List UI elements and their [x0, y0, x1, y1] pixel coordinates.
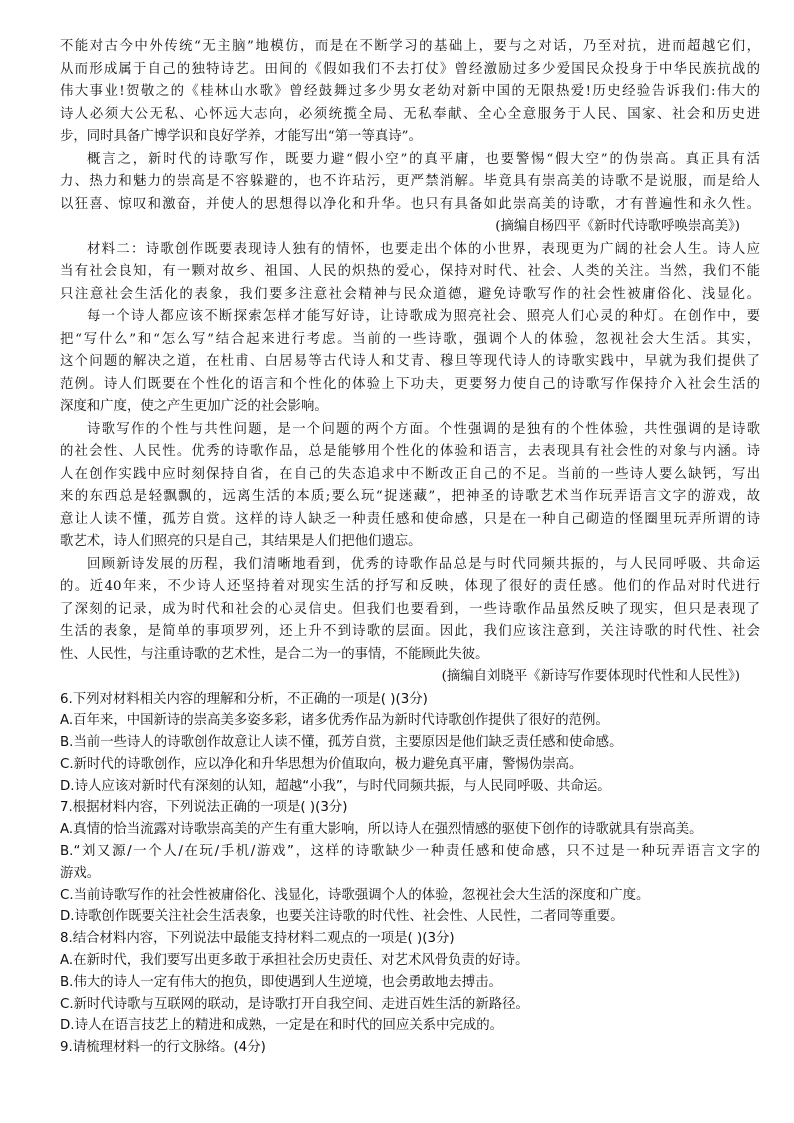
text-line: 诗歌写作的个性与共性问题，是一个问题的两个方面。个性强调的是独有的个性体验，共性强调的是诗歌 [87, 421, 760, 437]
option-a: A.在新时代，我们要写出更多敢于承担社会历史责任、对艺术风骨负责的好诗。 [60, 953, 529, 969]
text-line: 回顾新诗发展的历程，我们清晰地看到，优秀的诗歌作品总是与时代同频共振的，与人民同呼吸、共命运 [87, 556, 760, 572]
question-9 [60, 1037, 760, 1059]
option-d: D.诗歌创作既要关注社会生活表象，也要关注诗歌的时代性、社会性、人民性，二者同等重要。 [60, 909, 624, 925]
text-line: 只注意社会生活化的表象，我们要多注意社会精神与民众道德，避免诗歌写作的社会性被庸俗化、浅显化。 [60, 286, 760, 302]
option-c: C.新时代的诗歌创作，应以净化和升华思想为价值取向，极力避免真平庸，警惕伪崇高。 [60, 756, 583, 772]
option-b-continued: 游戏。 [60, 865, 101, 881]
question-stem: 6.下列对材料相关内容的理解和分析，不正确的一项是( )(3分) [60, 691, 428, 707]
option-d: D.诗人在语言技艺上的精进和成熟，一定是在和时代的回应关系中完成的。 [60, 1018, 504, 1034]
option-c: C.当前诗歌写作的社会性被庸俗化、浅显化，诗歌强调个人的体验，忽视社会大生活的深度和广度。 [60, 887, 650, 903]
text-line: 不能对古今中外传统“无主脑”地模仿，而是在不断学习的基础上，要与之对话，乃至对抗，进而超越它们， [60, 39, 760, 54]
question-7 [60, 797, 760, 928]
material-one-ending [60, 36, 760, 239]
material-two-source: (摘编自刘晓平《新诗写作要体现时代性和人民性》) [441, 669, 740, 684]
text-line: 诗人必须大公无私、心怀远大志向，必须统揽全局、无私奉献、全心全意服务于人民、国家、社会和历史进 [60, 106, 760, 122]
text-line: 了深刻的记录，成为时代和社会的心灵信史。但我们也要看到，一些诗歌作品虽然反映了现实，但只是表现了 [60, 601, 760, 617]
material-two [60, 239, 760, 689]
question-stem: 9.请梳理材料一的行文脉络。(4分) [60, 1040, 266, 1056]
option-b: B.当前一些诗人的诗歌创作故意让人读不懂，孤芳自赏，主要原因是他们缺乏责任感和使命感。 [60, 735, 623, 751]
option-c: C.新时代诗歌与互联网的联动，是诗歌打开自我空间、走进百姓生活的新路径。 [60, 996, 529, 1012]
text-line: 性、人民性，与注重诗歌的艺术性，是合二为一的事情，不能顾此失彼。 [60, 646, 489, 662]
option-b: B.“刘又源/一个人/在玩/手机/游戏”，这样的诗歌缺少一种责任感和使命感，只不过是一种玩弄语言文字的 [60, 844, 760, 860]
text-line: 材料二：诗歌创作既要表现诗人独有的情怀，也要走出个体的小世界，表现更为广阔的社会人生。诗人应 [87, 241, 760, 257]
text-line: 的。近40年来，不少诗人还坚持着对现实生活的抒写和反映，体现了很好的责任感。他们的作品对时代进行 [60, 579, 760, 594]
text-line: 概言之，新时代的诗歌写作，既要力避“假小空”的真平庸，也要警惕“假大空”的伪崇高。真正具有活 [87, 151, 760, 167]
option-b: B.伟大的诗人一定有伟大的抱负，即使遇到人生逆境，也会勇敢地去搏击。 [60, 974, 502, 990]
text-line: 意让人读不懂，孤芳自赏。这样的诗人缺乏一种责任感和使命感，只是在一种自己砌造的怪圈里玩弄所谓的诗 [60, 511, 760, 527]
material-one-source: (摘编自杨四平《新时代诗歌呼唤崇高美》) [495, 219, 740, 234]
question-8 [60, 928, 760, 1037]
text-line: 歌艺术，诗人们照亮的只是自己，其结果是人们把他们遗忘。 [60, 534, 422, 549]
text-line: 力、热力和魅力的崇高是不容躲避的，也不许玷污，更严禁消解。毕竟具有崇高美的诗歌不是说服，而是给人 [60, 174, 760, 189]
text-line: 来的东西总是轻飘飘的，远离生活的本质;要么玩“捉迷藏”，把神圣的诗歌艺术当作玩弄语言文字的游戏，故 [60, 489, 760, 504]
text-line: 生活的表象，是简单的事项罗列，还上升不到诗歌的层面。因此，我们应该注意到，关注诗歌的时代性、社会 [60, 624, 760, 639]
text-line: 从而形成属于自己的独特诗艺。田间的《假如我们不去打仗》曾经激励过多少爱国民众投身于中华民族抗战的 [60, 61, 760, 77]
text-line: 的社会性、人民性。优秀的诗歌作品，总是能够用个性化的体验和语言，去表现具有社会性的对象与内涵。诗 [60, 444, 760, 459]
text-line: 把“写什么”和“怎么写”结合起来进行考虑。当前的一些诗歌，强调个人的体验，忽视社会大生活。其实， [60, 331, 760, 347]
text-line: 每一个诗人都应该不断探索怎样才能写好诗，让诗歌成为照亮社会、照亮人们心灵的种灯。在创作中，要 [87, 309, 760, 324]
option-d: D.诗人应该对新时代有深刻的认知，超越“小我”，与时代同频共振，与人民同呼吸、共命运。 [60, 778, 611, 794]
question-6 [60, 689, 760, 798]
text-line: 伟大事业!贺敬之的《桂林山水歌》曾经鼓舞过多少男女老幼对新中国的无限热爱!历史经验告诉我们:伟大的 [60, 84, 760, 99]
text-line: 以狂喜、惊叹和激奋，并使人的思想得以净化和升华。也只有具备如此崇高美的诗歌，才有普遍性和永久性。 [60, 196, 760, 212]
question-stem: 7.根据材料内容，下列说法正确的一项是( )(3分) [60, 800, 348, 816]
text-line: 范例。诗人们既要在个性化的语言和个性化的体验上下功夫，更要努力使自己的诗歌写作保持介入社会生活的 [60, 376, 760, 392]
question-stem: 8.结合材料内容，下列说法中最能支持材料二观点的一项是( )(3分) [60, 931, 455, 947]
text-line: 人在创作实践中应时刻保持自省，在自己的失态追求中不断改正自己的不足。当前的一些诗人要么缺钙，写出 [60, 466, 760, 482]
text-line: 深度和广度，使之产生更加广泛的社会影响。 [60, 399, 328, 414]
option-a: A.百年来，中国新诗的崇高美多姿多彩，诸多优秀作品为新时代诗歌创作提供了很好的范例。 [60, 713, 609, 729]
option-a: A.真情的恰当流露对诗歌崇高美的产生有重大影响，所以诗人在强烈情感的驱使下创作的诗歌就具有崇高美。 [60, 822, 703, 838]
text-line: 当有社会良知，有一颗对故乡、祖国、人民的炽热的爱心，保持对时代、社会、人类的关注。当然，我们不能 [60, 264, 760, 279]
text-line: 步，同时具备广博学识和良好学养，才能写出“第一等真诗”。 [60, 129, 422, 144]
text-line: 这个问题的解决之道，在杜甫、白居易等古代诗人和艾青、穆旦等现代诗人的诗歌实践中，早就为我们提供了 [60, 354, 760, 369]
